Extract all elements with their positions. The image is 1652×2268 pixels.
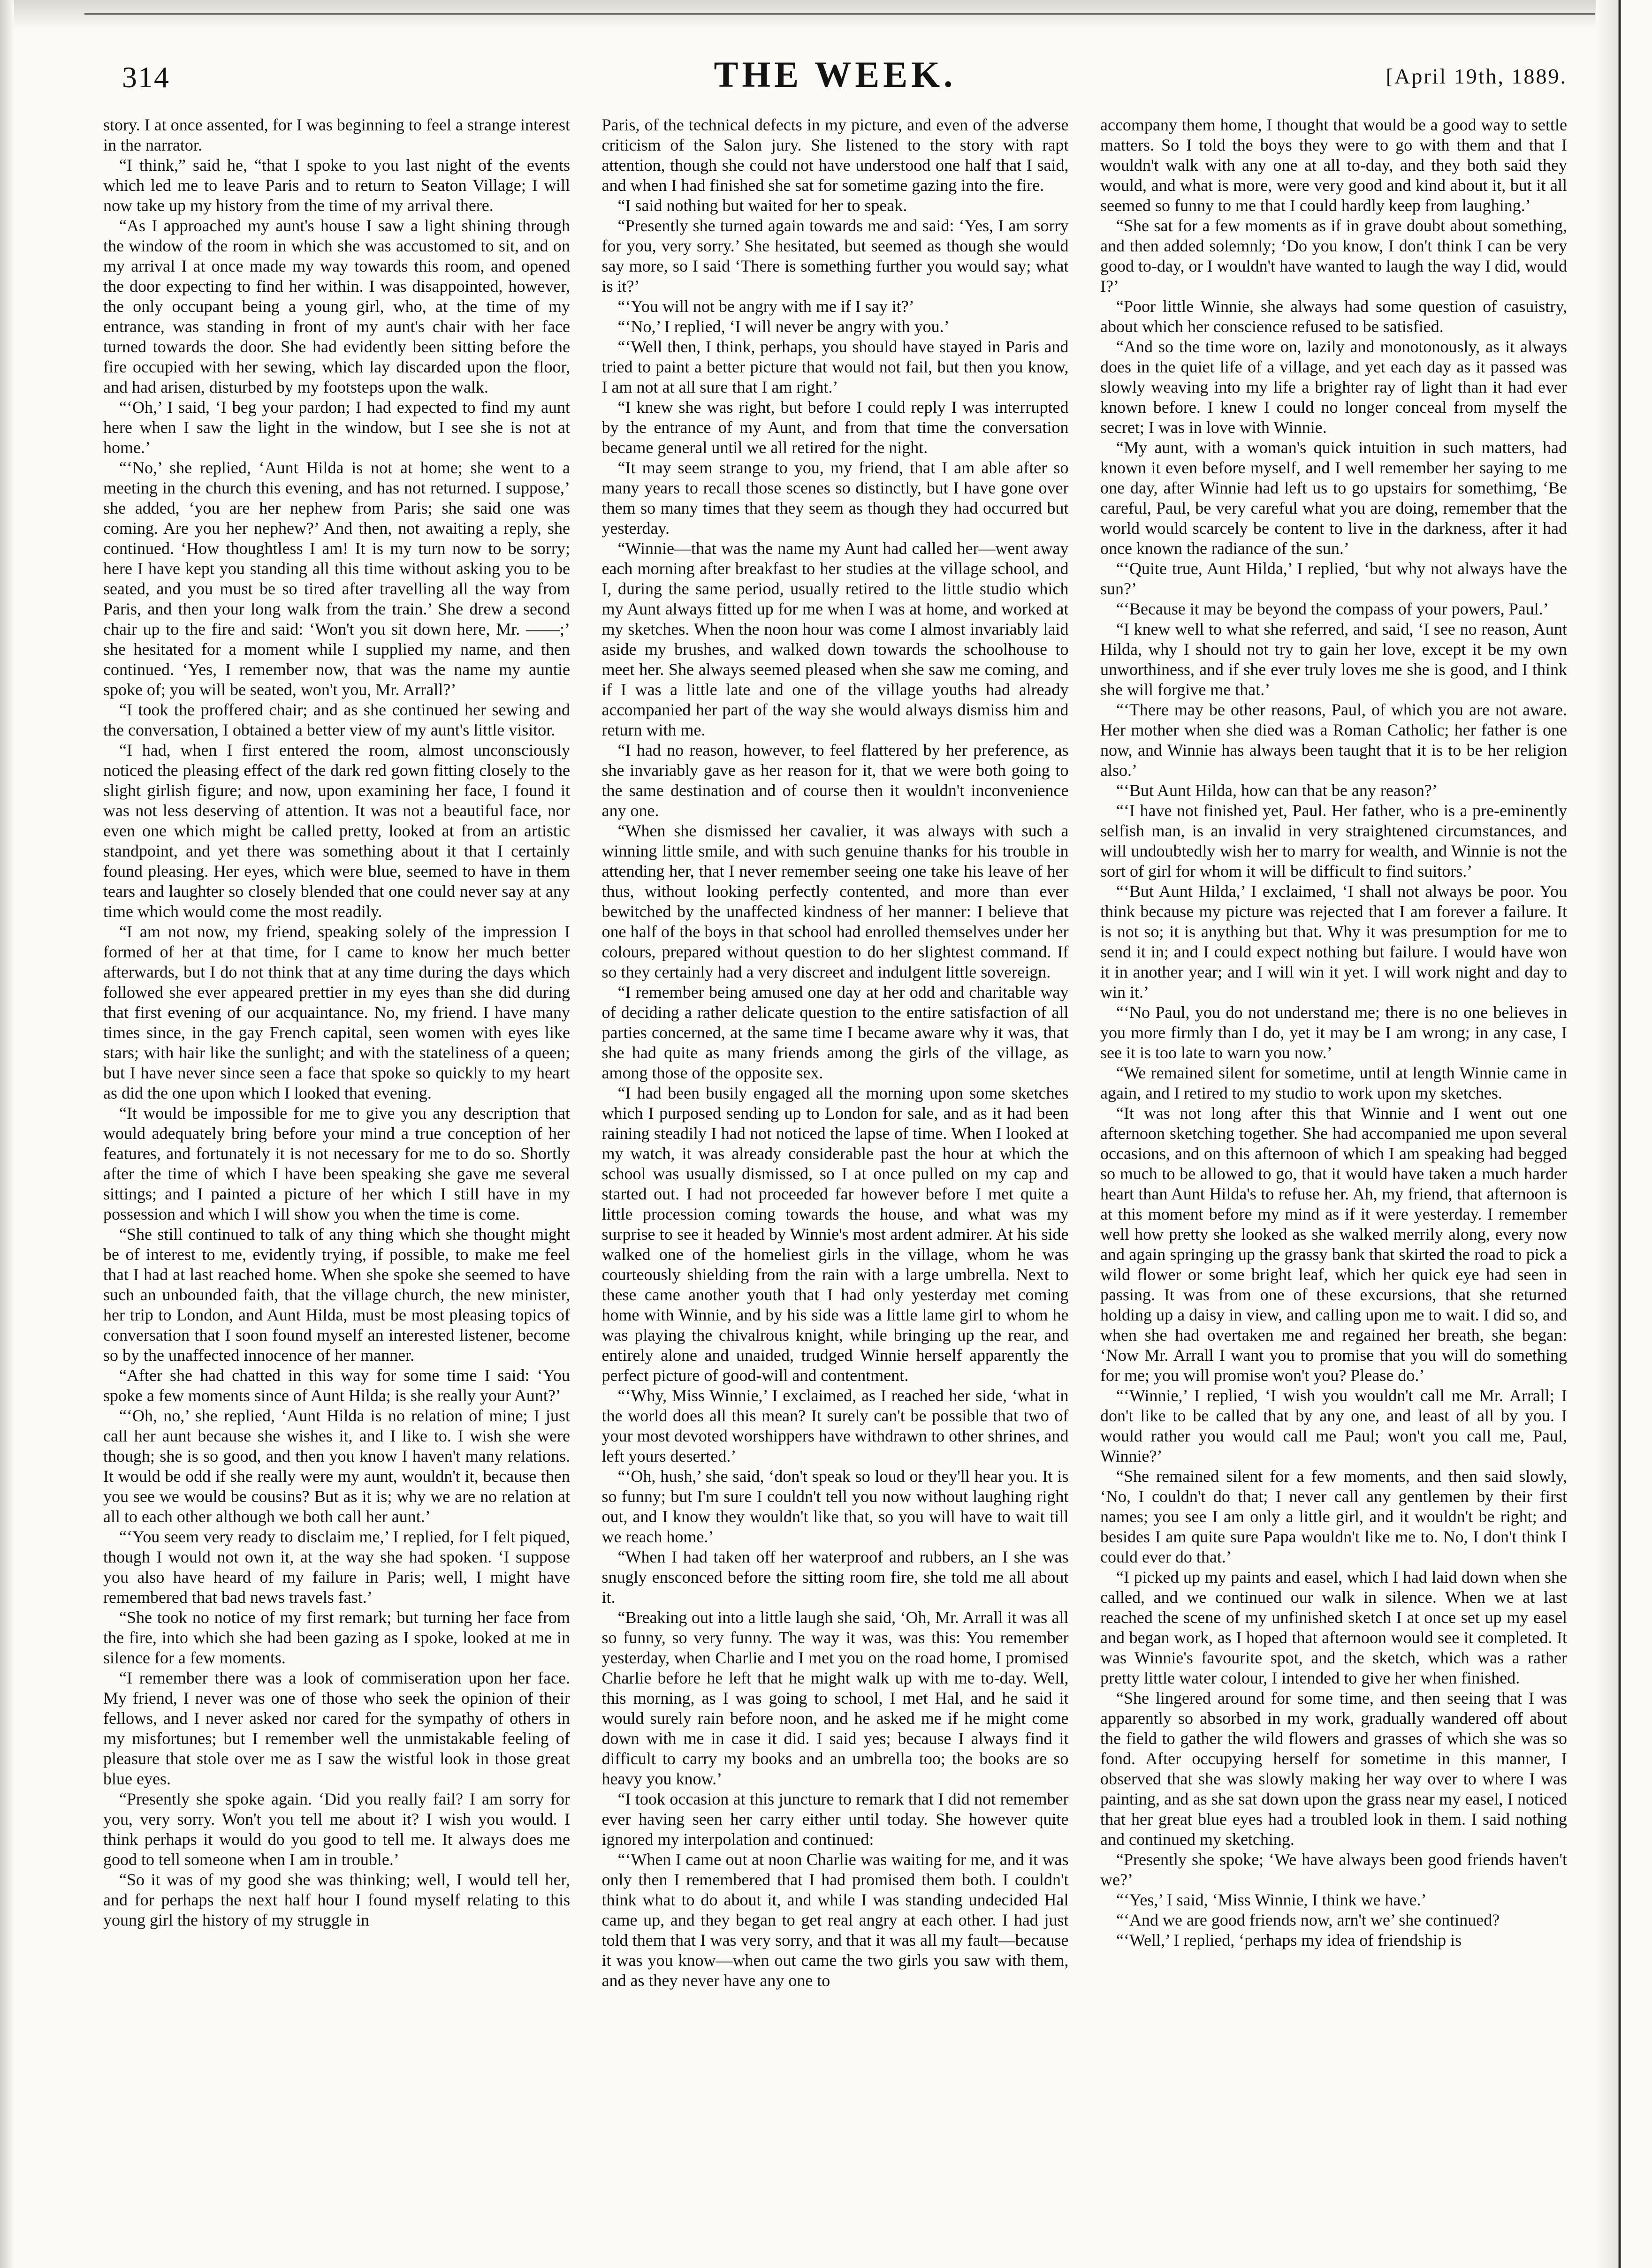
- paragraph: “Breaking out into a little laugh she said, ‘Oh, Mr. Arrall it was all so funny, so very funny. The way it was, was this: You remember yesterday, when Charlie and I met you on the road home, I promised Charlie before he left that he might walk up with me to-day. Well, this morning, as I was going to school, I met Hal, and he said it would surely rain before noon, and he asked me if he might come down with me in case it did. I said yes; because I always find it difficult to carry my books and an umbrella too; the books are so heavy you know.’: [601, 1608, 1069, 1788]
- paragraph: “‘Because it may be beyond the compass of your powers, Paul.’: [1116, 599, 1549, 618]
- paragraph: Paris, of the technical defects in my picture, and even of the adverse criticism of the Salon jury. She listened to the story with rapt attention, though she could not have understood one half that I said, and when I had finished she sat for sometime gazing into the fire.: [601, 115, 1069, 195]
- paragraph: “My aunt, with a woman's quick intuition in such matters, had known it even before myself, and I well remember her saying to me one day, after Winnie had left us to go upstairs for somethimg, ‘Be careful, Paul, be very careful what you are doing, remember that the world would scarcely be content to live in the darkness, after it had once known the radiance of the sun.’: [1100, 438, 1567, 558]
- paragraph: “It would be impossible for me to give you any description that would adequately bring before your mind a true conception of her features, and fortunately it is not necessary for me to do so. Shortly after the time of which I have been speaking she gave me several sittings; and I painted a picture of her which I still have in my possession and which I will show you when the time is come.: [103, 1104, 570, 1223]
- paragraph: “I am not now, my friend, speaking solely of the impression I formed of her at that time, for I came to know her much better afterwards, but I do not think that at any time during the days which followed she ever appeared prettier in my eyes than she did during that first evening of our acquaintance. No, my friend. I have many times since, in the gay French capital, seen women with eyes like stars; with hair like the sunlight; and with the stateliness of a queen; but I have never since seen a face that spoke so quickly to my heart as did the one upon which I looked that evening.: [103, 922, 570, 1102]
- paragraph: “I had been busily engaged all the morning upon some sketches which I purposed sending up to London for sale, and as it had been raining steadily I had not noticed the lapse of time. When I looked at my watch, it was already considerable past the hour at which the school was usually dismissed, so I at once pulled on my cap and started out. I had not proceeded far however before I met quite a little procession coming towards the house, and what was my surprise to see it headed by Winnie's most ardent admirer. At his side walked one of the homeliest girls in the village, whom he was courteously shielding from the rain with a large umbrella. Next to these came another youth that I had only yesterday met coming home with Winnie, and by his side was a little lame girl to whom he was playing the chivalrous knight, while bringing up the rear, and entirely alone and unaided, trudged Winnie herself apparently the perfect picture of good-will and contentment.: [601, 1084, 1069, 1385]
- paragraph: “She lingered around for some time, and then seeing that I was apparently so absorbed in my work, gradually wandered off about the field to gather the wild flowers and grasses of which she was so fond. After occupying herself for sometime in this manner, I observed that she was slowly making her way over to where I was painting, and as she sat down upon the grass near my easel, I noticed that her great blue eyes had a troubled look in them. I said nothing and continued my sketching.: [1100, 1689, 1567, 1849]
- page-edge-shadow: [0, 0, 1652, 29]
- paragraph: “I said nothing but waited for her to speak.: [617, 196, 907, 215]
- paragraph: “‘Oh, no,’ she replied, ‘Aunt Hilda is no relation of mine; I just call her aunt because she wishes it, and I like to. I wish she were though; she is so good, and then you know I haven't many relations. It would be odd if she really were my aunt, wouldn't it, because then you see we would be cousins? But as it is; why we are no relation at all to each other although we both call her aunt.’: [103, 1406, 570, 1526]
- page-header: [94, 47, 1576, 99]
- paragraph: “‘Winnie,’ I replied, ‘I wish you wouldn't call me Mr. Arrall; I don't like to be called that by any one, and least of all by you. I would rather you would call me Paul; won't you call me, Paul, Winnie?’: [1100, 1386, 1567, 1465]
- paragraph: “I knew she was right, but before I could reply I was interrupted by the entrance of my Aunt, and from that time the conversation became general until we all retired for the night.: [601, 398, 1069, 457]
- paragraph: “Presently she turned again towards me and said: ‘Yes, I am sorry for you, very sorry.’ She hesitated, but seemed as though she would say more, so I said ‘There is something further you would say; what is it?’: [601, 216, 1069, 296]
- paragraph: accompany them home, I thought that would be a good way to settle matters. So I told the boys they were to go with them and that I wouldn't walk with any one at all to-day, and they both said they would, and what is more, were very good and kind about it, but it all seemed so funny to me that I could hardly keep from laughing.’: [1100, 115, 1567, 215]
- paragraph: “‘You will not be angry with me if I say it?’: [617, 297, 914, 316]
- paragraph: “I took occasion at this juncture to remark that I did not remember ever having seen her carry either until today. She however quite ignored my interpolation and continued:: [601, 1790, 1069, 1849]
- paragraph: “‘But Aunt Hilda,’ I exclaimed, ‘I shall not always be poor. You think because my picture was rejected that I am forever a failure. It is not so; it is anything but that. Why it was presumption for me to send it in; and I could expect nothing but failure. I would have won it in another year; and I will win it yet. I will work night and day to win it.’: [1100, 882, 1567, 1001]
- paragraph: “We remained silent for sometime, until at length Winnie came in again, and I retired to my studio to work upon my sketches.: [1100, 1063, 1567, 1102]
- column-middle: [602, 115, 1069, 2235]
- text-columns: [103, 115, 1567, 2235]
- issue-date: [April 19th, 1889.: [1386, 64, 1567, 88]
- paragraph: “She took no notice of my first remark; but turning her face from the fire, into which she had been gazing as I spoke, looked at me in silence for a few moments.: [103, 1608, 570, 1667]
- paragraph: “When I had taken off her waterproof and rubbers, an I she was snugly ensconced before the sitting room fire, she told me all about it.: [601, 1547, 1069, 1607]
- paragraph: “‘And we are good friends now, arn't we’ she continued?: [1116, 1911, 1500, 1929]
- paragraph: “‘Well,’ I replied, ‘perhaps my idea of friendship is: [1116, 1931, 1462, 1949]
- top-rule: [84, 13, 1595, 15]
- paragraph: “‘But Aunt Hilda, how can that be any reason?’: [1116, 781, 1438, 800]
- paragraph: “‘Why, Miss Winnie,’ I exclaimed, as I reached her side, ‘what in the world does all this mean? It surely can't be possible that two of your most devoted worshippers have withdrawn to other shrines, and left yours deserted.’: [601, 1386, 1069, 1465]
- paragraph: “I remember there was a look of commiseration upon her face. My friend, I never was one of those who seek the opinion of their fellows, and I never asked nor cared for the sympathy of others in my misfortunes; but I remember well the unmistakable feeling of pleasure that stole over me as I saw the wistful look in those great blue eyes.: [103, 1669, 570, 1788]
- paragraph: “She remained silent for a few moments, and then said slowly, ‘No, I couldn't do that; I never call any gentlemen by their first names; you see I am only a little girl, and it wouldn't be right; and besides I am quite sure Papa wouldn't like me to. No, I don't think I could ever do that.’: [1100, 1467, 1567, 1566]
- page-number: 314: [122, 61, 170, 94]
- paragraph: “‘There may be other reasons, Paul, of which you are not aware. Her mother when she died was a Roman Catholic; her father is one now, and Winnie has always been taught that it is to be her religion also.’: [1100, 700, 1567, 780]
- paragraph: “‘No,’ I replied, ‘I will never be angry with you.’: [617, 317, 950, 336]
- paragraph: “I had no reason, however, to feel flattered by her preference, as she invariably gave as her reason for it, that we were both going to the same destination and of course then it wouldn't inconvenience any one.: [601, 741, 1069, 820]
- paragraph: “Presently she spoke again. ‘Did you really fail? I am sorry for you, very sorry. Won't you tell me about it? I wish you would. I think perhaps it would do you good to tell me. It always does me good to tell someone when I am in trouble.’: [103, 1790, 570, 1869]
- paragraph: “She still continued to talk of any thing which she thought might be of interest to me, evidently trying, if possible, to make me feel that I had at last reached home. When she spoke she seemed to have such an unbounded faith, that the village church, the new minister, her trip to London, and Aunt Hilda, must be most pleasing topics of conversation that I soon found myself an interested listener, become so by the unaffected innocence of her manner.: [103, 1225, 570, 1365]
- column-left: [103, 115, 570, 2235]
- paragraph: “When she dismissed her cavalier, it was always with such a winning little smile, and with such genuine thanks for his trouble in attending her, that I never remember seeing one take his leave of her thus, without looking perfectly contented, and more than ever bewitched by the unaffected kindness of her manner: I believe that one half of the boys in that school had enrolled themselves under her colours, prepared without question to do her slightest command. If so they certainly had a very discreet and indulgent little sovereign.: [601, 821, 1069, 981]
- paragraph: “‘I have not finished yet, Paul. Her father, who is a pre-eminently selfish man, is an invalid in very straightened circumstances, and will undoubtedly wish her to marry for wealth, and Winnie is not the sort of girl for whom it will be difficult to find suitors.’: [1100, 801, 1567, 880]
- paragraph: “‘Quite true, Aunt Hilda,’ I replied, ‘but why not always have the sun?’: [1100, 559, 1567, 598]
- paragraph: “‘No,’ she replied, ‘Aunt Hilda is not at home; she went to a meeting in the church this evening, and has not returned. I suppose,’ she added, ‘you are her nephew from Paris; she said one was coming. Are you her nephew?’ And then, not awaiting a reply, she continued. ‘How thoughtless I am! It is my turn now to be sorry; here I have kept you standing all this time without asking you to be seated, and you must be so tired after travelling all the way from Paris, and then your long walk from the train.’ She drew a second chair up to the fire and said: ‘Won't you sit down here, Mr. ——;’ she hesitated for a moment while I supplied my name, and then continued. ‘Yes, I remember now, that was the name my auntie spoke of; you will be seated, won't you, Mr. Arrall?’: [103, 458, 570, 699]
- paragraph: “I remember being amused one day at her odd and charitable way of deciding a rather delicate question to the entire satisfaction of all parties concerned, at the same time I became aware why it was, that she had quite as many friends among the girls of the village, as among those of the opposite sex.: [601, 983, 1069, 1082]
- paragraph: “She sat for a few moments as if in grave doubt about something, and then added solemnly; ‘Do you know, I don't think I can be very good to-day, or I wouldn't have wanted to laugh the way I did, would I?’: [1100, 216, 1567, 296]
- paragraph: “So it was of my good she was thinking; well, I would tell her, and for perhaps the next half hour I found myself relating to this young girl the history of my struggle in: [103, 1870, 570, 1929]
- paragraph: “‘Oh,’ I said, ‘I beg your pardon; I had expected to find my aunt here when I saw the light in the window, but I see she is not at home.’: [103, 398, 570, 457]
- paragraph: “Poor little Winnie, she always had some question of casuistry, about which her conscience refused to be satisfied.: [1100, 297, 1567, 336]
- column-right: [1100, 115, 1567, 2235]
- paragraph: “I knew well to what she referred, and said, ‘I see no reason, Aunt Hilda, why I should not try to gain her love, except it be my own unworthiness, and if she ever truly loves me she is good, and I think she will forgive me that.’: [1100, 620, 1567, 699]
- paragraph: “‘When I came out at noon Charlie was waiting for me, and it was only then I remembered that I had promised them both. I couldn't think what to do about it, and while I was standing undecided Hal came up, and they began to get real angry at each other. I had just told them that I was very sorry, and that it was all my fault—because it was you know—when out came the two girls you saw with them, and as they never have any one to: [601, 1850, 1069, 1990]
- paragraph: “‘Well then, I think, perhaps, you should have stayed in Paris and tried to paint a better picture that would not fail, but then you know, I am not at all sure that I am right.’: [601, 337, 1069, 396]
- paragraph: “‘Oh, hush,’ she said, ‘don't speak so loud or they'll hear you. It is so funny; but I'm sure I couldn't tell you now without laughing right out, and I know they wouldn't like that, so you will have to wait till we reach home.’: [601, 1467, 1069, 1546]
- paragraph: “After she had chatted in this way for some time I said: ‘You spoke a few moments since of Aunt Hilda; is she really your Aunt?’: [103, 1366, 570, 1405]
- paragraph: “As I approached my aunt's house I saw a light shining through the window of the room in which she was accustomed to sit, and on my arrival I at once made my way towards this room, and opened the door expecting to find her within. I was disappointed, however, the only occupant being a young girl, who, at the time of my entrance, was standing in front of my aunt's chair with her face turned towards the door. She had evidently been sitting before the fire occupied with her sewing, which lay discarded upon the floor, and had arisen, disturbed by my footsteps upon the walk.: [103, 216, 570, 396]
- paragraph: “It may seem strange to you, my friend, that I am able after so many years to recall those scenes so distinctly, but I have gone over them so many times that they seem as though they had occurred but yesterday.: [601, 458, 1069, 538]
- scan-margin-right: [1596, 0, 1652, 2268]
- paragraph: “‘You seem very ready to disclaim me,’ I replied, for I felt piqued, though I would not own it, at the way she had spoken. ‘I suppose you also have heard of my failure in Paris; well, I might have remembered that bad news travels fast.’: [103, 1527, 570, 1607]
- paragraph: story. I at once assented, for I was beginning to feel a strange interest in the narrator.: [103, 115, 570, 154]
- paragraph: “It was not long after this that Winnie and I went out one afternoon sketching together. She had accompanied me upon several occasions, and on this afternoon of which I am speaking had begged so much to be allowed to go, that it would have taken a much harder heart than Aunt Hilda's to refuse her. Ah, my friend, that afternoon is at this moment before my mind as if it were yesterday. I remember well how pretty she looked as she walked merrily along, every now and again springing up the grassy bank that skirted the road to pick a wild flower or some bright leaf, which her quick eye had seen in passing. It was from one of these excursions, that she returned holding up a daisy in view, and calling upon me to wait. I did so, and when she had overtaken me and regained her breath, she began: ‘Now Mr. Arrall I want you to promise that you will do something for me; you will promise won't you? Please do.’: [1100, 1104, 1567, 1385]
- running-title: THE WEEK.: [714, 54, 957, 95]
- paragraph: “‘No Paul, you do not understand me; there is no one believes in you more firmly than I do, yet it may be I am wrong; in any case, I see it is too late to warn you now.’: [1100, 1003, 1567, 1062]
- paragraph: “I think,” said he, “that I spoke to you last night of the events which led me to leave Paris and to return to Seaton Village; I will now take up my history from the time of my arrival there.: [103, 156, 570, 215]
- paragraph: “Presently she spoke; ‘We have always been good friends haven't we?’: [1100, 1850, 1567, 1889]
- paragraph: “And so the time wore on, lazily and monotonously, as it always does in the quiet life of a village, and yet each day as it passed was slowly weaving into my life a brighter ray of light than it had ever known before. I knew I could no longer conceal from myself the secret; I was in love with Winnie.: [1100, 337, 1567, 437]
- paragraph: “Winnie—that was the name my Aunt had called her—went away each morning after breakfast to her studies at the village school, and I, during the same period, usually retired to the little studio which my Aunt always fitted up for me when I was at home, and worked at my sketches. When the noon hour was come I almost invariably laid aside my brushes, and walked down towards the schoolhouse to meet her. She always seemed pleased when she saw me coming, and if I was a little late and one of the village youths had already accompanied her part of the way she would always dismiss him and return with me.: [601, 539, 1069, 739]
- scan-margin-left: [0, 0, 14, 2268]
- paragraph: “‘Yes,’ I said, ‘Miss Winnie, I think we have.’: [1116, 1890, 1427, 1909]
- paragraph: “I took the proffered chair; and as she continued her sewing and the conversation, I obtained a better view of my aunt's little visitor.: [103, 700, 570, 739]
- paragraph: “I had, when I first entered the room, almost unconsciously noticed the pleasing effect of the dark red gown fitting closely to the slight girlish figure; and now, upon examining her face, I found it was not less deserving of attention. It was not a beautiful face, nor even one which might be called pretty, looked at from an artistic standpoint, and yet there was something about it that I certainly found pleasing. Her eyes, which were blue, seemed to have in them tears and laughter so closely blended that one could never say at any time which would come the most readily.: [103, 741, 570, 921]
- paragraph: “I picked up my paints and easel, which I had laid down when she called, and we continued our walk in silence. When we at last reached the scene of my unfinished sketch I at once set up my easel and began work, as I hoped that afternoon would see it completed. It was Winnie's favourite spot, and the sketch, which was a rather pretty little water colour, I intended to give her when finished.: [1100, 1568, 1567, 1687]
